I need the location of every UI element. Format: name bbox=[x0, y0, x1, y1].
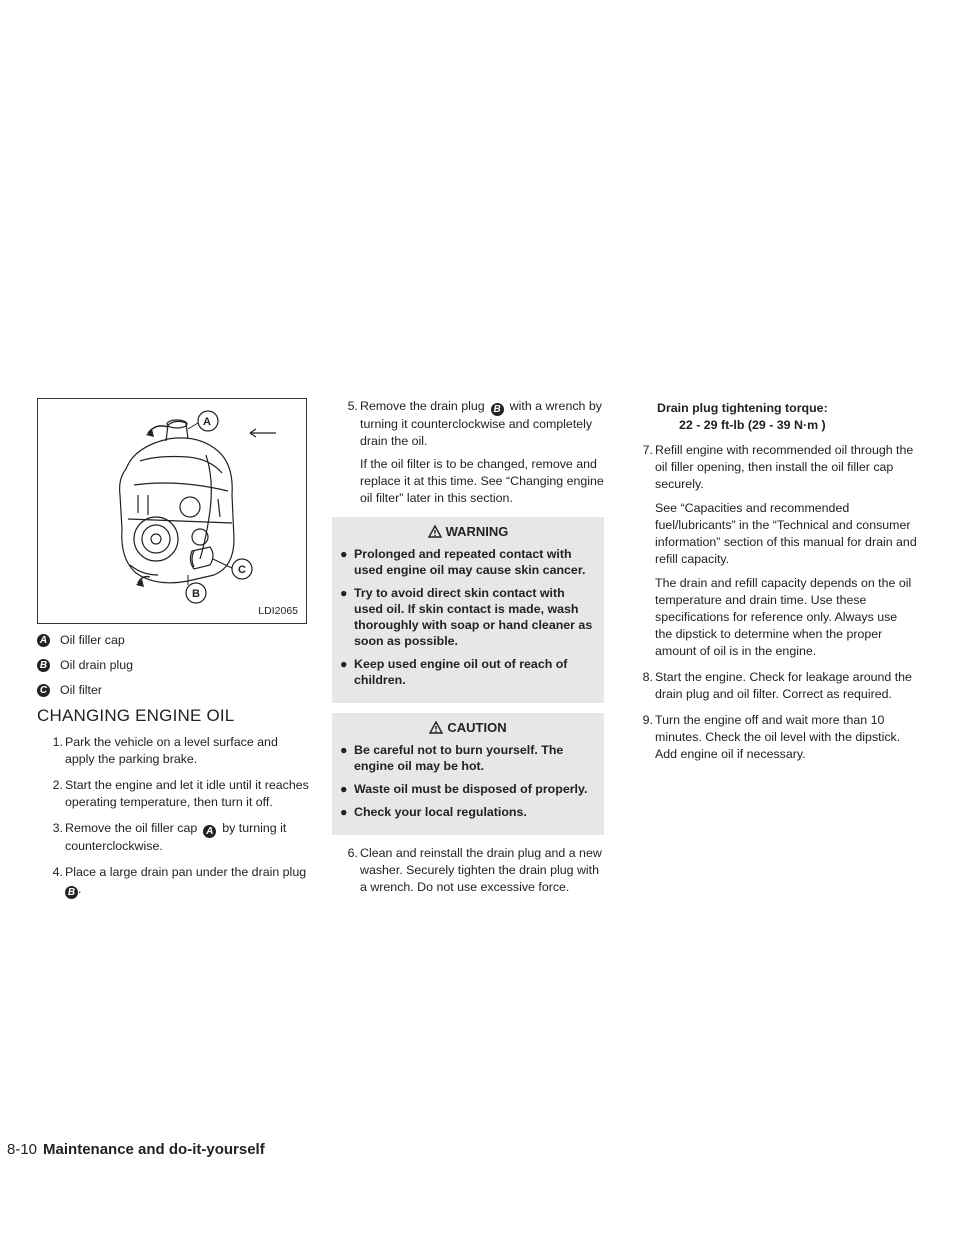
step-text: Remove the drain plug B with a wrench by turning it counterclockwise and completely drain the oil. bbox=[360, 399, 602, 448]
warning-title: WARNING bbox=[340, 523, 596, 540]
right-column bbox=[627, 400, 917, 772]
legend-letter-b: B bbox=[37, 659, 50, 672]
warning-item: ● Keep used engine oil out of reach of children. bbox=[340, 657, 568, 687]
steps-list bbox=[37, 734, 309, 899]
step-number: 8. bbox=[642, 670, 653, 684]
caution-item: ● Waste oil must be disposed of properly. bbox=[340, 782, 588, 796]
callout-a: A bbox=[203, 416, 211, 428]
step-number: 4. bbox=[52, 865, 63, 879]
step-5-note: If the oil filter is to be changed, remove and replace it at this time. See “Changing engine oil filter” later in this section. bbox=[360, 457, 604, 505]
step-text: Start the engine and let it idle until it reaches operating temperature, then turn it off. bbox=[65, 778, 309, 809]
caution-item: ● Check your local regulations. bbox=[340, 805, 527, 819]
section-heading: CHANGING ENGINE OIL bbox=[37, 706, 235, 725]
torque-value: 22 - 29 ft-lb (29 - 39 N·m ) bbox=[679, 418, 826, 432]
callout-b: B bbox=[192, 588, 200, 600]
page-number: 8-10 bbox=[7, 1141, 38, 1158]
step-8 bbox=[627, 669, 917, 703]
inline-letter-a: A bbox=[203, 825, 216, 838]
legend-letter-c: C bbox=[37, 684, 50, 697]
step-number: 9. bbox=[642, 713, 653, 727]
figure-legend bbox=[37, 628, 309, 703]
step-4 bbox=[37, 864, 309, 899]
step-number: 2. bbox=[52, 778, 63, 792]
step-text: Place a large drain pan under the drain plug B . bbox=[65, 865, 307, 898]
legend-item bbox=[37, 653, 309, 678]
torque-spec bbox=[627, 400, 917, 434]
legend-text: Oil filter bbox=[60, 683, 102, 697]
engine-figure bbox=[37, 398, 307, 624]
legend-item bbox=[37, 678, 309, 703]
step-number: 3. bbox=[52, 821, 63, 835]
step-7 bbox=[627, 442, 917, 660]
middle-column bbox=[332, 398, 604, 905]
steps-list bbox=[332, 845, 604, 896]
legend-item bbox=[37, 628, 309, 653]
warning-triangle-icon bbox=[428, 525, 442, 538]
torque-label: Drain plug tightening torque: bbox=[657, 401, 828, 415]
step-text: Start the engine. Check for leakage around the drain plug and oil filter. Correct as required. bbox=[655, 670, 912, 701]
step-text: Turn the engine off and wait more than 10 minutes. Check the oil level with the dipstick. Add engine oil if necessary. bbox=[655, 713, 901, 761]
page-footer bbox=[7, 1141, 265, 1158]
step-5 bbox=[332, 398, 604, 450]
step-number: 5. bbox=[347, 399, 358, 413]
warning-list bbox=[340, 546, 596, 688]
steps-list bbox=[627, 442, 917, 763]
step-2 bbox=[37, 777, 309, 811]
warning-item: ● Try to avoid direct skin contact with used oil. If skin contact is made, wash thoroughly with soap or hand cleaner as soon as possible. bbox=[340, 586, 593, 648]
left-column bbox=[37, 398, 309, 908]
step-7-note: See “Capacities and recommended fuel/lubricants” in the “Technical and consumer information” section of this manual for drain and refill capacity. bbox=[655, 501, 917, 566]
step-text: Remove the oil filler cap A by turning it counterclockwise. bbox=[65, 821, 287, 853]
step-7-note: The drain and refill capacity depends on the oil temperature and drain time. Use these specifications for reference only. Always use the dipstick to determine when the proper amount of oil is in the engine. bbox=[655, 576, 912, 658]
step-text: Park the vehicle on a level surface and apply the parking brake. bbox=[65, 735, 278, 766]
caution-triangle-icon bbox=[429, 721, 443, 734]
step-3 bbox=[37, 820, 309, 855]
figure-code: LDI2065 bbox=[258, 605, 298, 617]
caution-item: ● Be careful not to burn yourself. The engine oil may be hot. bbox=[340, 743, 564, 773]
inline-letter-b: B bbox=[491, 403, 504, 416]
caution-box bbox=[332, 713, 604, 835]
step-1 bbox=[37, 734, 309, 768]
step-number: 1. bbox=[52, 735, 63, 749]
step-number: 7. bbox=[642, 443, 653, 457]
step-text: Refill engine with recommended oil through the oil filler opening, then install the oil filler cap securely. bbox=[655, 443, 914, 491]
section-name: Maintenance and do-it-yourself bbox=[43, 1141, 265, 1158]
legend-text: Oil filler cap bbox=[60, 633, 125, 647]
caution-list bbox=[340, 742, 596, 820]
step-number: 6. bbox=[347, 846, 358, 860]
warning-box bbox=[332, 517, 604, 703]
steps-list bbox=[332, 398, 604, 450]
step-text: Clean and reinstall the drain plug and a new washer. Securely tighten the drain plug with a wrench. Do not use excessive force. bbox=[360, 846, 602, 894]
legend-letter-a: A bbox=[37, 634, 50, 647]
engine-illustration bbox=[38, 399, 306, 623]
step-6 bbox=[332, 845, 604, 896]
callout-c: C bbox=[238, 564, 246, 576]
inline-letter-b: B bbox=[65, 886, 78, 899]
caution-title: CAUTION bbox=[340, 719, 596, 736]
legend-text: Oil drain plug bbox=[60, 658, 134, 672]
warning-item: ● Prolonged and repeated contact with used engine oil may cause skin cancer. bbox=[340, 547, 586, 577]
step-9 bbox=[627, 712, 917, 763]
